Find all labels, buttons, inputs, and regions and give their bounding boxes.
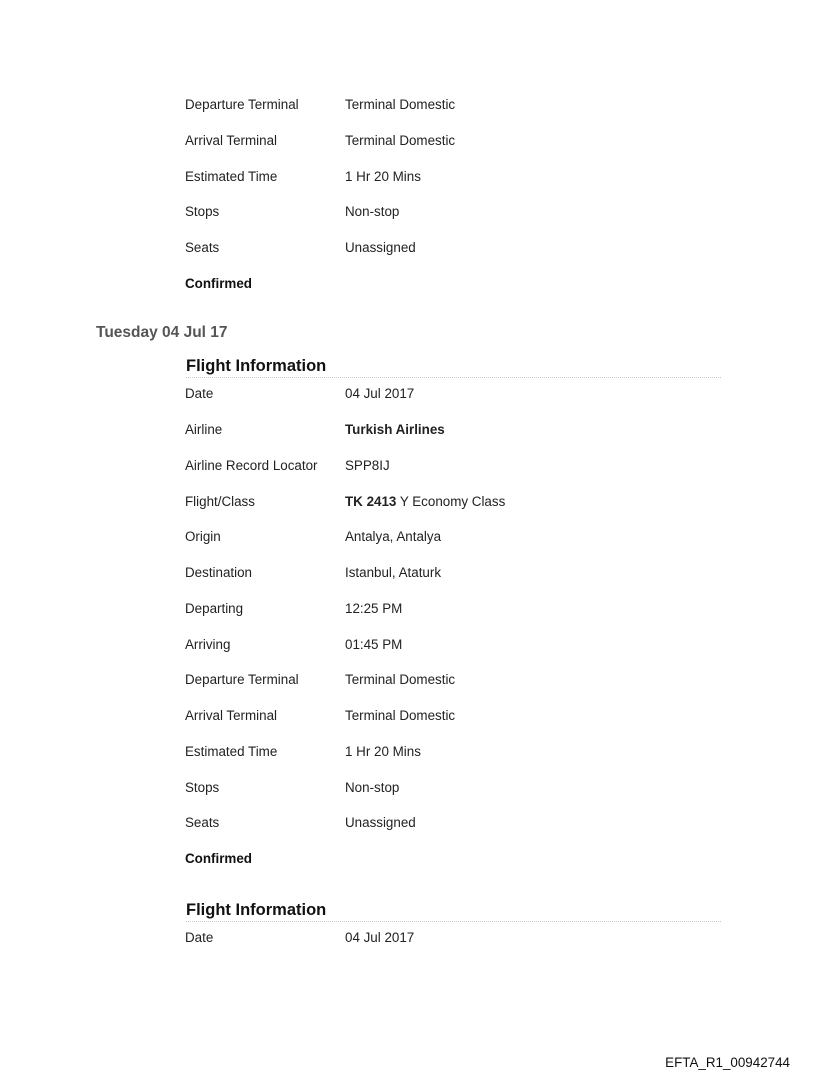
detail-row-arriving [185,635,725,655]
row-value: Terminal Domestic [345,672,456,687]
row-label: Departing [185,601,244,616]
row-label: Departure Terminal [185,672,299,687]
row-value: 1 Hr 20 Mins [345,169,421,184]
row-value: Unassigned [345,240,416,255]
flight-information-section-header [186,899,721,922]
detail-row-date [185,384,725,404]
row-value: Non-stop [345,780,400,795]
detail-row-destination [185,563,725,583]
detail-row-estimated-time [185,742,725,762]
row-label: Date [185,930,214,945]
detail-row-stops [185,778,725,798]
detail-row-seats [185,813,725,833]
row-label: Airline [185,422,223,437]
row-label: Departure Terminal [185,97,299,112]
row-value: 12:25 PM [345,601,403,616]
row-label: Estimated Time [185,744,278,759]
flight-information-section-header [186,355,721,378]
row-value: Istanbul, Ataturk [345,565,442,580]
row-label: Arrival Terminal [185,708,278,723]
row-label: Stops [185,204,220,219]
document-id: EFTA_R1_00942744 [665,1055,790,1070]
detail-row-departure-terminal [185,670,725,690]
row-value: Non-stop [345,204,400,219]
section-title: Flight Information [186,901,327,919]
detail-row-flight-class [185,492,725,512]
detail-row-departing [185,599,725,619]
row-label: Arriving [185,637,231,652]
detail-row-stops [185,202,725,222]
row-value: Unassigned [345,815,416,830]
flight-number: TK 2413 [345,494,397,509]
day-heading: Tuesday 04 Jul 17 [96,324,228,341]
row-value: Terminal Domestic [345,97,456,112]
row-label: Estimated Time [185,169,278,184]
status-confirmed: Confirmed [185,851,252,866]
row-value: Antalya, Antalya [345,529,442,544]
row-label: Arrival Terminal [185,133,278,148]
row-value: 01:45 PM [345,637,403,652]
row-value: SPP8IJ [345,458,390,473]
row-value: 1 Hr 20 Mins [345,744,421,759]
detail-row-seats [185,238,725,258]
status-confirmed: Confirmed [185,276,252,291]
detail-row-estimated-time [185,167,725,187]
detail-row-arrival-terminal [185,706,725,726]
detail-row-airline [185,420,725,440]
detail-row-departure-terminal [185,95,725,115]
row-label: Stops [185,780,220,795]
row-value: Terminal Domestic [345,133,456,148]
row-label: Seats [185,815,220,830]
detail-row-arrival-terminal [185,131,725,151]
row-value: 04 Jul 2017 [345,930,415,945]
row-label: Destination [185,565,252,580]
row-value-airline: Turkish Airlines [345,422,445,437]
detail-row-origin [185,527,725,547]
class-text: Y Economy Class [396,494,506,509]
row-value: 04 Jul 2017 [345,386,415,401]
section-title: Flight Information [186,357,327,375]
detail-row-record-locator [185,456,725,476]
row-value-flight-class [345,492,505,512]
row-label: Date [185,386,214,401]
row-label: Seats [185,240,220,255]
row-label: Origin [185,529,221,544]
detail-row-date [185,928,725,948]
row-label: Airline Record Locator [185,458,318,473]
row-label: Flight/Class [185,494,255,509]
row-value: Terminal Domestic [345,708,456,723]
